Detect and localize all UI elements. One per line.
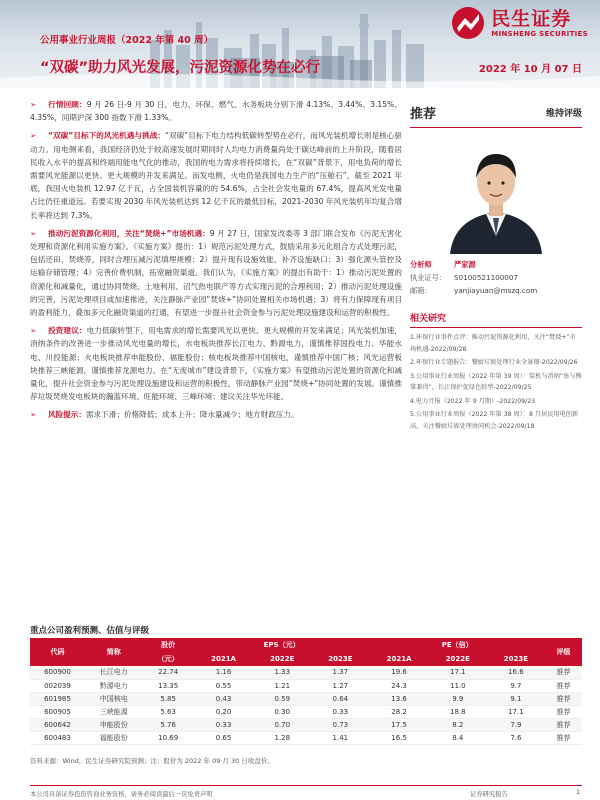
- section-head: 行情回顾：: [48, 100, 87, 109]
- cell-eps1: 0.43: [194, 692, 253, 705]
- table-source: 资料来源：Wind，民生证券研究院预测；注：股价为 2022 年 09 月 30 日收盘价。: [30, 757, 274, 765]
- rating-bar: [410, 98, 582, 128]
- cell-pe3: 7.6: [487, 731, 545, 744]
- col-price-unit: （元）: [142, 652, 193, 666]
- brand-name-en: MINSHENG SECURITIES: [491, 30, 588, 38]
- section-wind-solar: [30, 129, 402, 221]
- cell-price: 13.35: [142, 679, 193, 692]
- section-sludge: [30, 227, 402, 319]
- summary-column: [30, 98, 402, 427]
- section-head: “双碳”目标下的风光机遇与挑战：: [48, 131, 165, 141]
- table-title: 重点公司盈利预测、估值与评级: [30, 626, 150, 636]
- cell-eps3: 1.41: [311, 731, 369, 744]
- cell-price: 10.69: [142, 731, 193, 744]
- cell-rating: 推荐: [545, 692, 582, 705]
- analyst-info: [410, 258, 582, 297]
- cell-eps2: 1.33: [253, 666, 311, 679]
- sidebar: [410, 98, 582, 434]
- col-eps-2021: 2021A: [194, 652, 253, 666]
- cell-eps1: 1.16: [194, 666, 253, 679]
- col-name: 简称: [85, 638, 143, 666]
- cell-price: 5.76: [142, 718, 193, 731]
- cell-eps1: 0.55: [194, 679, 253, 692]
- table-row: [30, 692, 582, 705]
- cell-pe2: 18.8: [429, 705, 487, 718]
- cell-eps3: 1.27: [311, 679, 369, 692]
- section-body: 电力低碳转型下，用电需求的增长需要风光以更快、更大规模的开发来满足；风光装机加速，消纳条件的改善进一步推动风光电量的增长，水电板块推荐长江电力、黔源电力，谨慎推荐国投电力、华能水电、川投能源；火电板块推荐申能股份、福能股份；核电板块推荐中国核电，谨慎推荐中国广核；风光运营板块推荐三峡能源，谨慎推荐龙源电力。在“无废城市”建设背景下，《实施方案》有望推动污泥处置的资源化和减量化，提升社会资金参与污泥处理设施建设和运营的积极性，带动静脉产业园“焚烧+”协同处置的发展。谨慎推荐垃圾焚烧发电板块的瀚蓝环境、旺能环境、三峰环境；建议关注华光环能。: [30, 326, 403, 402]
- related-research-title: 相关研究: [410, 311, 582, 328]
- cell-code: 600483: [30, 731, 85, 744]
- email-label: 邮箱：: [410, 286, 432, 295]
- section-head: 投资建议：: [48, 326, 87, 336]
- rating-label: 维持评级: [545, 109, 582, 119]
- cell-name: 中国核电: [85, 692, 143, 705]
- section-investment: [30, 324, 402, 403]
- table-row: [30, 731, 582, 744]
- report-headline: “双碳”助力风光发展，污泥资源化势在必行: [40, 60, 321, 76]
- recommend-label: 推荐: [410, 107, 437, 122]
- cell-name: 福能股份: [85, 731, 143, 744]
- cell-name: 申能股份: [85, 718, 143, 731]
- section-body: “双碳”目标下电力结构低碳转型势在必行，而风光装机增长则是核心驱动力。用电侧来看，我国经济仍处于较高速发展时期同时人均电力消费量尚处于碳达峰前的上升阶段，随着居民收入水平的提高和终端用能电气化的推动，我国的电力需求将持续增长，在“双碳”背景下，用电负荷的增长需要风光能源以更快、更大规模的开发来满足。而发电侧，火电仍是我国电力生产的“压舱石”，截至 2021 年底，我国火电装机 12.97 亿千瓦，占全国装机容量的的 54.6%，占全社会发电量的 67.4%，提高风光发电量占比仍任重道远。若要实现 2030 年风光装机达到 12 亿千瓦的最低目标，2021-2030 年风光装机年均复合增长率将达到 7.3%。: [30, 131, 402, 220]
- arrow-bullet-icon: ➢: [30, 326, 37, 336]
- related-item[interactable]: 3.公用事业行业周报（2022 年第 39 周）：装机与消纳“鱼与熊掌兼得”，长江保护促绿色转型-2022/09/25: [410, 372, 582, 391]
- arrow-bullet-icon: ➢: [30, 228, 37, 238]
- cell-code: 601985: [30, 692, 85, 705]
- cell-name: 黔源电力: [85, 679, 143, 692]
- cell-price: 5.85: [142, 692, 193, 705]
- col-price: 股价: [142, 638, 193, 652]
- table-row: [30, 705, 582, 718]
- cell-pe3: 17.1: [487, 705, 545, 718]
- brand-name-cn: 民生证券: [491, 8, 572, 30]
- col-rating: 评级: [545, 638, 582, 666]
- cell-code: 600905: [30, 705, 85, 718]
- cell-pe2: 8.2: [429, 718, 487, 731]
- arrow-bullet-icon: ➢: [30, 131, 37, 141]
- cell-name: 长江电力: [85, 666, 143, 679]
- cell-pe1: 16.5: [369, 731, 428, 744]
- cell-code: 600642: [30, 718, 85, 731]
- cell-eps3: 1.37: [311, 666, 369, 679]
- cell-pe1: 17.5: [369, 718, 428, 731]
- table-row: [30, 679, 582, 692]
- col-pe-2021: 2021A: [369, 652, 428, 666]
- cell-eps3: 0.64: [311, 692, 369, 705]
- col-pe-2023: 2023E: [487, 652, 545, 666]
- col-pe: PE（倍）: [369, 638, 545, 652]
- cell-pe2: 17.1: [429, 666, 487, 679]
- section-market-review: [30, 98, 402, 124]
- cell-rating: 推荐: [545, 731, 582, 744]
- cell-pe1: 28.2: [369, 705, 428, 718]
- cell-price: 22.74: [142, 666, 193, 679]
- table-row: [30, 666, 582, 679]
- cell-eps2: 1.28: [253, 731, 311, 744]
- col-code: 代码: [30, 638, 85, 666]
- footer-disclaimer: 本公司具备证券投资咨询业务资格，请务必阅读最后一页免责声明: [30, 791, 213, 798]
- table-row: [30, 718, 582, 731]
- minsheng-logo-icon: [451, 6, 485, 40]
- cell-rating: 推荐: [545, 666, 582, 679]
- analyst-portrait: [410, 136, 582, 254]
- footer-divider: [30, 785, 582, 786]
- col-eps-2023: 2023E: [311, 652, 369, 666]
- cell-code: 002039: [30, 679, 85, 692]
- cell-rating: 推荐: [545, 679, 582, 692]
- arrow-bullet-icon: ➢: [30, 410, 37, 420]
- forecast-table: [30, 638, 582, 745]
- cell-code: 600900: [30, 666, 85, 679]
- section-head: 风险提示：: [48, 410, 86, 420]
- related-research-list: [410, 332, 582, 432]
- section-body: 9 月 26 日-9 月 30 日，电力、环保、燃气、水务板块分别下滑 4.13%、3.44%、3.15%、4.35%，同期沪深 300 指数下滑 1.33%。: [30, 100, 402, 123]
- cell-pe1: 24.3: [369, 679, 428, 692]
- brand-logo: [451, 6, 588, 40]
- cell-eps1: 0.33: [194, 718, 253, 731]
- cell-eps1: 0.65: [194, 731, 253, 744]
- cert-label: 执业证号：: [410, 273, 446, 282]
- cell-pe1: 19.6: [369, 666, 428, 679]
- analyst-label: 分析师: [410, 260, 432, 269]
- report-series: 公用事业行业周报（2022 年第 40 周）: [40, 35, 214, 46]
- section-risk: [30, 408, 402, 421]
- cell-name: 三峡能源: [85, 705, 143, 718]
- footer-report-type: 证券研究报告: [470, 791, 508, 798]
- cell-price: 5.63: [142, 705, 193, 718]
- section-head: 推动污泥资源化利用，关注“焚烧+”市场机遇：: [48, 228, 210, 238]
- cell-pe2: 9.9: [429, 692, 487, 705]
- related-item[interactable]: 4.电力月报（2022 年 9 月期）-2022/09/23: [410, 397, 536, 405]
- cell-pe3: 9.7: [487, 679, 545, 692]
- section-body: 9 月 27 日，国家发改委等 3 部门联合发布《污泥无害化处理和资源化利用实施方案》。《实施方案》提出：1）规范污泥处理方式，鼓励采用多元化组合方式处理污泥，包括还田、焚烧等，同时合理压减污泥填埋规模；2）提升现有设施效能，补齐设施缺口；3）强化源头管控及运输存储管理；4）完善价费机制，拓宽融资渠道。我们认为，《实施方案》的提出有助于：1）推动污泥处置的资源化和减量化，通过协同焚烧、土地利用、沼气热电联产等方式实现污泥的合理利用；2）推动污泥处理设施的完善，污泥处理项目或加速推进，关注静脉产业园“焚烧+”协同处置相关市场机遇；3）将有力保障现有项目的盈利能力，叠加多元化融资渠道的打通，有望进一步提升社会资金参与污泥处理设施建设和运营的积极性。: [30, 228, 402, 318]
- analyst-email[interactable]: yanjiayuan@mszq.com: [454, 286, 538, 295]
- cell-pe3: 16.6: [487, 666, 545, 679]
- related-item[interactable]: 1.环保行业事件点评：推动污泥资源化利用，关注“焚烧+”市场机遇-2022/09/28: [410, 334, 576, 353]
- related-item[interactable]: 2.环保行业专题报告：餐厨垃圾处理行业全景图-2022/09/26: [410, 359, 578, 366]
- cell-rating: 推荐: [545, 705, 582, 718]
- arrow-bullet-icon: ➢: [30, 100, 37, 109]
- report-date: 2022 年 10 月 07 日: [478, 64, 582, 75]
- cell-eps2: 0.70: [253, 718, 311, 731]
- table-body: [30, 666, 582, 744]
- cell-eps2: 0.30: [253, 705, 311, 718]
- col-pe-2022: 2022E: [429, 652, 487, 666]
- cell-eps3: 0.33: [311, 705, 369, 718]
- cell-pe2: 8.4: [429, 731, 487, 744]
- cell-eps3: 0.73: [311, 718, 369, 731]
- footer-page-number: 1: [575, 789, 580, 796]
- cert-number: S0100521100007: [454, 273, 519, 282]
- cell-eps2: 1.21: [253, 679, 311, 692]
- analyst-name: 严家源: [454, 260, 476, 269]
- cell-pe3: 9.1: [487, 692, 545, 705]
- cell-pe1: 13.6: [369, 692, 428, 705]
- col-eps-2022: 2022E: [253, 652, 311, 666]
- cell-eps2: 0.59: [253, 692, 311, 705]
- section-body: 需求下滑；价格降低；成本上升；降水量减少；地方财政压力。: [85, 410, 299, 420]
- cell-rating: 推荐: [545, 718, 582, 731]
- col-eps: EPS（元）: [194, 638, 370, 652]
- cell-pe2: 11.0: [429, 679, 487, 692]
- cell-pe3: 7.9: [487, 718, 545, 731]
- cell-eps1: 0.20: [194, 705, 253, 718]
- related-item[interactable]: 5.公用事业行业周报（2022 年第 38 周）：8 月居民用电创新高，关注餐厨垃圾处理协同机会-2022/09/18: [410, 411, 579, 430]
